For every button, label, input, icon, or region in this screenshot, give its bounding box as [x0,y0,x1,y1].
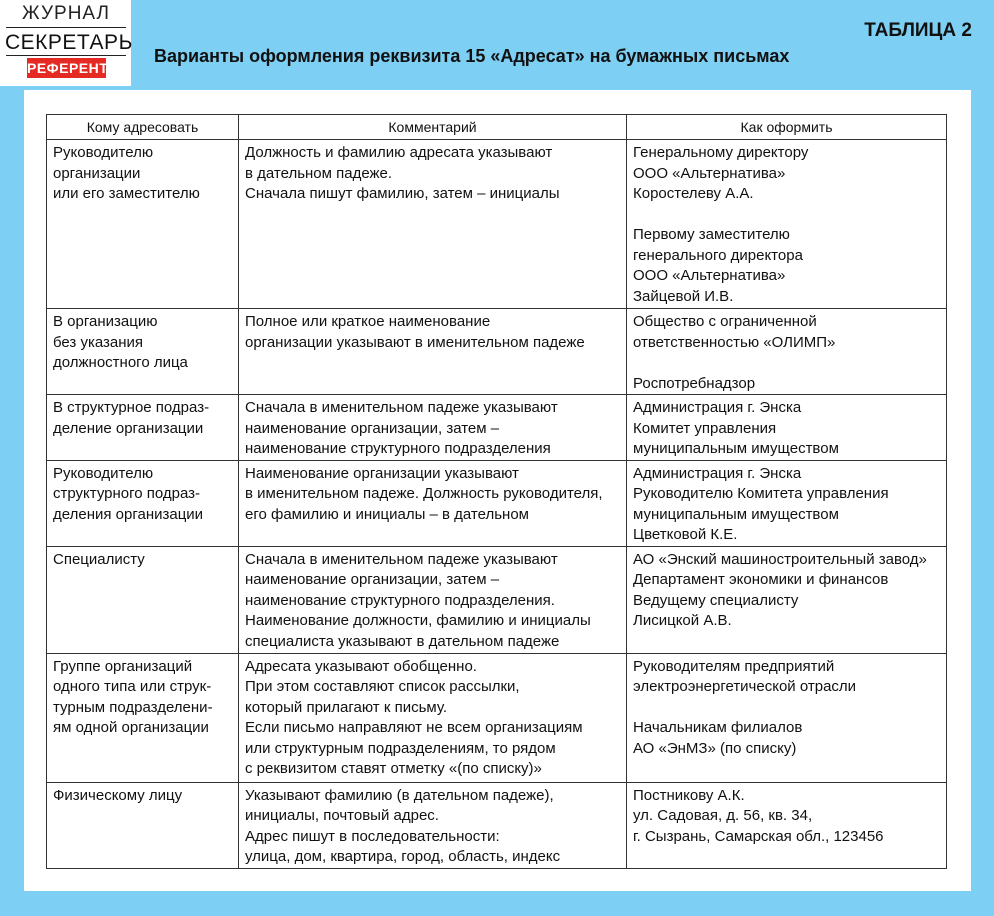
table-header-row [47,115,947,140]
cell-who: Физическому лицу [47,782,239,868]
logo-rule-bottom [6,55,126,56]
table-panel [24,90,971,891]
header-comment: Комментарий [239,115,627,140]
header-format: Как оформить [627,115,947,140]
cell-who: Группе организаций одного типа или струк- турным подразделени- ям одной организации [47,653,239,782]
cell-format: АО «Энский машиностроительный завод» Департамент экономики и финансов Ведущему специалисту Лисицкой А.В. [627,546,947,653]
cell-comment: Полное или краткое наименование организации указывают в именительном падеже [239,309,627,395]
cell-format: Общество с ограниченной ответственностью «ОЛИМП» Роспотребнадзор [627,309,947,395]
cell-format: Администрация г. Энска Руководителю Комитета управления муниципальным имуществом Цветковой К.Е. [627,460,947,546]
table-row [47,140,947,309]
magazine-logo [0,0,131,86]
table-row [47,309,947,395]
table-row [47,782,947,868]
logo-secretary-text: СЕКРЕТАРЬ [5,31,133,54]
cell-comment: Сначала в именительном падеже указывают наименование организации, затем – наименование структурного подразделения [239,395,627,461]
requisites-table [46,114,947,869]
cell-comment: Указывают фамилию (в дательном падеже), инициалы, почтовый адрес. Адрес пишут в последовательности: улица, дом, квартира, город, область, индекс [239,782,627,868]
cell-format: Постникову А.К. ул. Садовая, д. 56, кв. 34, г. Сызрань, Самарская обл., 123456 [627,782,947,868]
cell-who: Специалисту [47,546,239,653]
cell-who: Руководителю структурного подраз- деления организации [47,460,239,546]
table-row [47,653,947,782]
cell-comment: Адресата указывают обобщенно. При этом составляют список рассылки, который прилагают к письму. Если письмо направляют не всем организациям или структурным подразделениям, то рядом с реквизитом ставят отметку «(по списку)» [239,653,627,782]
cell-format: Руководителям предприятий электроэнергетической отрасли Начальникам филиалов АО «ЭнМЗ» (по списку) [627,653,947,782]
cell-format: Администрация г. Энска Комитет управления муниципальным имуществом [627,395,947,461]
logo-journal-text: ЖУРНАЛ [22,3,110,24]
logo-referent-badge: РЕФЕРЕНТ [27,60,109,76]
cell-comment: Наименование организации указывают в именительном падеже. Должность руководителя, его фамилию и инициалы – в дательном [239,460,627,546]
table-row [47,460,947,546]
logo-rule-top [6,27,126,28]
cell-comment: Должность и фамилию адресата указывают в дательном падеже. Сначала пишут фамилию, затем – инициалы [239,140,627,309]
cell-who: В структурное подраз- деление организации [47,395,239,461]
cell-format: Генеральному директору ООО «Альтернатива» Коростелеву А.А. Первому заместителю генерального директора ООО «Альтернатива» Зайцевой И.В. [627,140,947,309]
table-row [47,395,947,461]
cell-comment: Сначала в именительном падеже указывают наименование организации, затем – наименование структурного подразделения. Наименование должности, фамилию и инициалы специалиста указывают в дательном падеже [239,546,627,653]
table-number: ТАБЛИЦА 2 [864,20,972,41]
header-who: Кому адресовать [47,115,239,140]
table-row [47,546,947,653]
page-title: Варианты оформления реквизита 15 «Адресат» на бумажных письмах [154,46,790,66]
cell-who: Руководителю организации или его заместителю [47,140,239,309]
cell-who: В организацию без указания должностного лица [47,309,239,395]
